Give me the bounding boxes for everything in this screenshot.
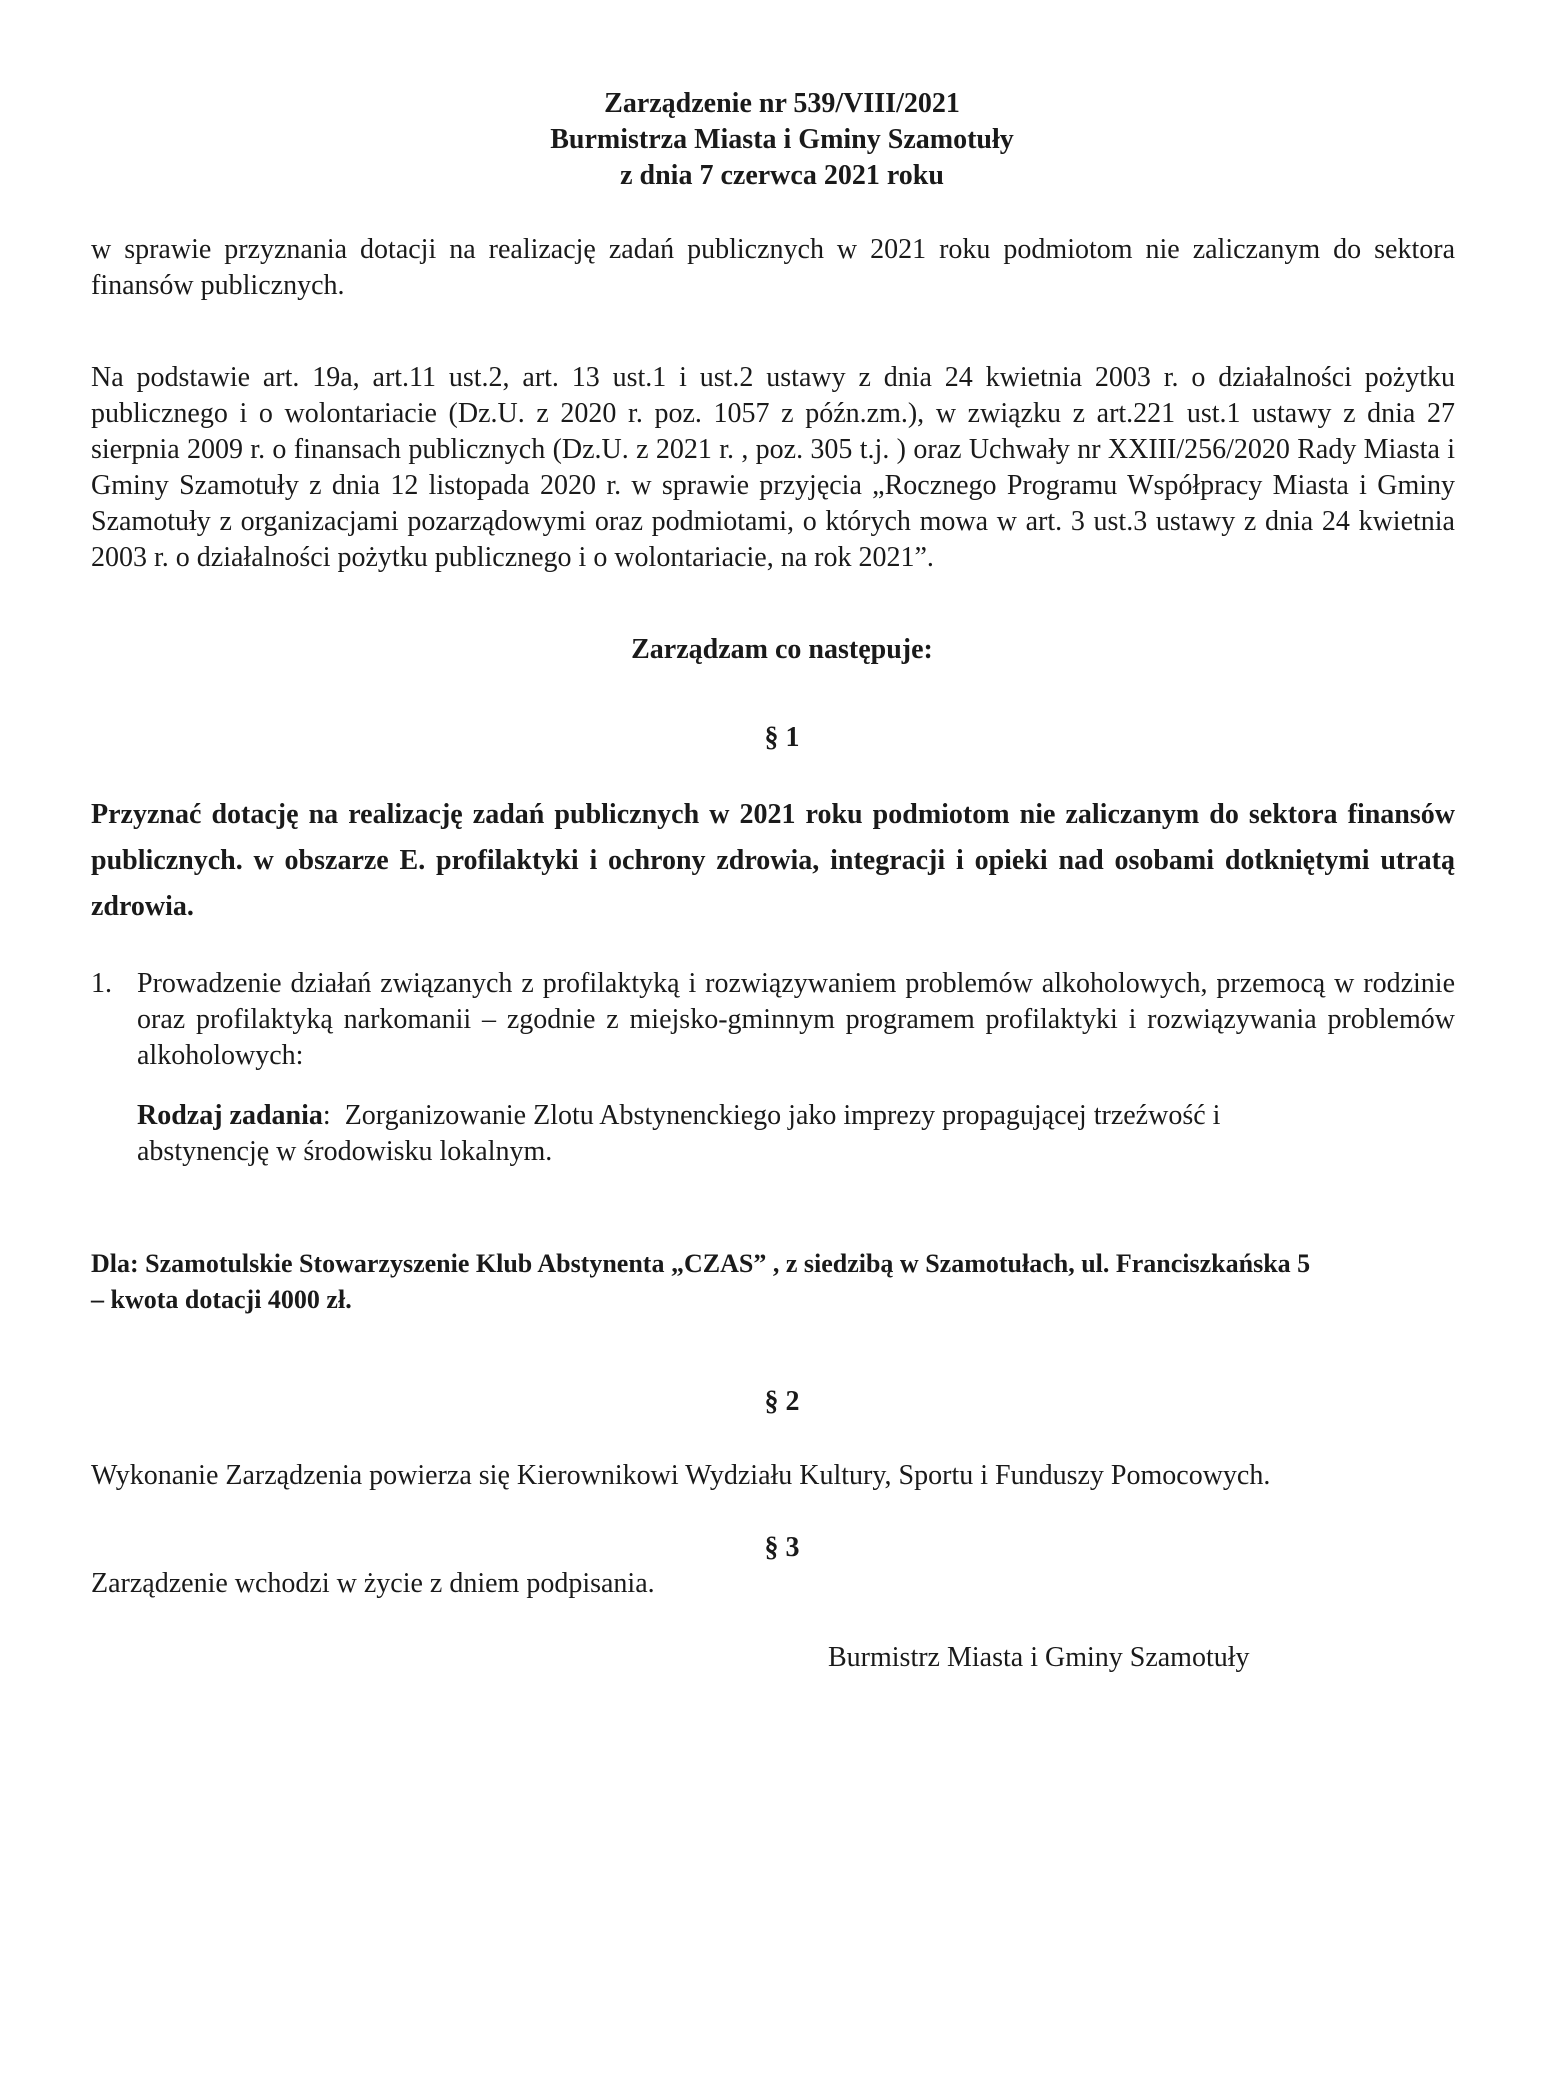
- task-description: [137, 1098, 1367, 1170]
- task-separator: :: [322, 1100, 345, 1131]
- signature-line: Burmistrz Miasta i Gminy Szamotuły: [828, 1642, 1250, 1673]
- task-text-2: abstynencję w środowisku lokalnym.: [137, 1136, 553, 1167]
- section-3-text: Zarządzenie wchodzi w życie z dniem podpisania.: [91, 1568, 655, 1599]
- recipient-amount: – kwota dotacji 4000 zł.: [91, 1285, 352, 1314]
- issuer: Burmistrza Miasta i Gminy Szamotuły: [550, 124, 1014, 155]
- order-date: z dnia 7 czerwca 2021 roku: [620, 160, 944, 191]
- task-line-1: [137, 1098, 1367, 1134]
- section-2-marker: § 2: [764, 1386, 800, 1417]
- order-intro: Zarządzam co następuje:: [631, 634, 933, 665]
- task-text-1: Zorganizowanie Zlotu Abstynenckiego jako imprezy propagującej trzeźwość i: [344, 1100, 1221, 1131]
- order-number: Zarządzenie nr 539/VIII/2021: [604, 88, 960, 119]
- subject-paragraph: w sprawie przyznania dotacji na realizację zadań publicznych w 2021 roku podmiotom nie zaliczanym do sektora finansów publicznych.: [91, 234, 1455, 301]
- section-2-text: Wykonanie Zarządzenia powierza się Kierownikowi Wydziału Kultury, Sportu i Funduszy Pomocowych.: [91, 1460, 1271, 1491]
- list-item-number: 1.: [91, 968, 112, 999]
- grant-paragraph: Przyznać dotację na realizację zadań publicznych w 2021 roku podmiotom nie zaliczanym do sektora finansów publicznych. w obszarze E. profilaktyki i ochrony zdrowia, integracji i opieki nad osobami dotkniętymi utratą zdrowia.: [91, 799, 1455, 922]
- document-header: [0, 86, 1564, 194]
- section-3-marker: § 3: [764, 1532, 800, 1563]
- recipient-line-1: Dla: Szamotulskie Stowarzyszenie Klub Abstynenta „CZAS” , z siedzibą w Szamotułach, ul. Franciszkańska 5: [91, 1249, 1311, 1278]
- grant-recipient: [91, 1246, 1455, 1318]
- list-item-text: Prowadzenie działań związanych z profilaktyką i rozwiązywaniem problemów alkoholowych, przemocą w rodzinie oraz profilaktyką narkomanii – zgodnie z miejsko-gminnym programem profilaktyki i rozwiązywania problemów alkoholowych:: [137, 968, 1455, 1071]
- legal-basis-paragraph: Na podstawie art. 19a, art.11 ust.2, art. 13 ust.1 i ust.2 ustawy z dnia 24 kwietnia 2003 r. o działalności pożytku publicznego i o wolontariacie (Dz.U. z 2020 r. poz. 1057 z późn.zm.), w związku z art.221 ust.1 ustawy z dnia 27 sierpnia 2009 r. o finansach publicznych (Dz.U. z 2021 r. , poz. 305 t.j. ) oraz Uchwały nr XXIII/256/2020 Rady Miasta i Gminy Szamotuły z dnia 12 listopada 2020 r. w sprawie przyjęcia „Rocznego Programu Współpracy Miasta i Gminy Szamotuły z organizacjami pozarządowymi oraz podmiotami, o których mowa w art. 3 ust.3 ustawy z dnia 24 kwietnia 2003 r. o działalności pożytku publicznego i o wolontariacie, na rok 2021”.: [91, 362, 1455, 573]
- section-1-marker: § 1: [764, 722, 800, 753]
- task-label: Rodzaj zadania: [137, 1100, 323, 1131]
